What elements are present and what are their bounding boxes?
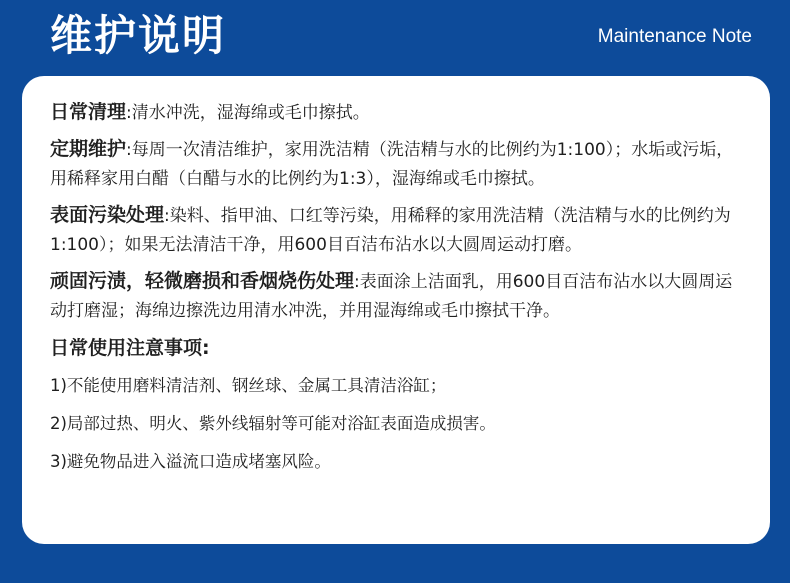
notes-item: 1)不能使用磨料清洁剂、钢丝球、金属工具清洁浴缸； — [50, 376, 447, 395]
section-surface-stain — [50, 201, 744, 260]
section-regular-maintenance — [50, 135, 744, 194]
page-title: 维护说明 — [50, 11, 227, 60]
section-label: 表面污染处理 — [50, 204, 165, 226]
section-label: 日常清理 — [50, 101, 127, 123]
section-text: :清水冲洗，湿海绵或毛巾擦拭。 — [126, 103, 370, 123]
content-card — [22, 76, 770, 544]
notes-item: 3)避免物品进入溢流口造成堵塞风险。 — [50, 452, 331, 471]
section-label: 顽固污渍，轻微磨损和香烟烧伤处理 — [50, 270, 355, 292]
section-stubborn-stain — [50, 267, 744, 326]
page-subtitle: Maintenance Note — [597, 26, 752, 47]
notes-heading: 日常使用注意事项: — [50, 337, 210, 359]
section-label: 定期维护 — [50, 138, 127, 160]
notes-item: 2)局部过热、明火、紫外线辐射等可能对浴缸表面造成损害。 — [50, 414, 496, 433]
section-text: :每周一次清洁维护，家用洗洁精（洗洁精与水的比例约为1:100）；水垢或污垢，用稀释家用白醋（白醋与水的比例约为1:3），湿海绵或毛巾擦拭。 — [50, 140, 734, 189]
section-daily-cleaning — [50, 98, 744, 128]
section-text: :染料、指甲油、口红等污染，用稀释的家用洗洁精（洗洁精与水的比例约为1:100）；如果无法清洁干净，用600目百洁布沾水以大圆周运动打磨。 — [50, 206, 731, 255]
section-text: :表面涂上洁面乳，用600目百洁布沾水以大圆周运动打磨湿；海绵边擦洗边用清水冲洗，并用湿海绵或毛巾擦拭干净。 — [50, 272, 733, 321]
